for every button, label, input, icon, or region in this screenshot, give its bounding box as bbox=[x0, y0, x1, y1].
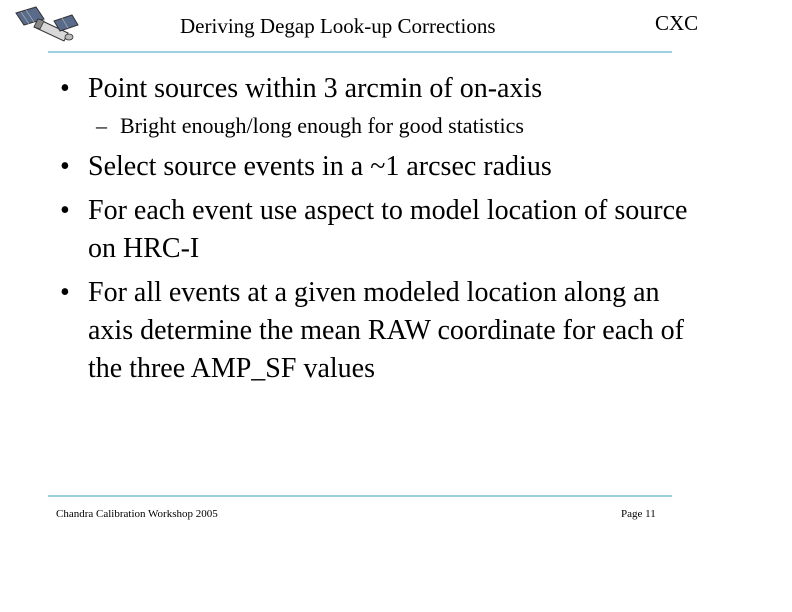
page-number: Page 11 bbox=[621, 508, 656, 520]
bullet-marker: • bbox=[60, 151, 70, 182]
bullet-text: For each event use aspect to model location of source on HRC-I bbox=[88, 195, 688, 264]
bullet-list bbox=[60, 70, 700, 394]
bullet-text: Select source events in a ~1 arcsec radius bbox=[88, 151, 552, 182]
sub-bullet-item bbox=[60, 112, 700, 140]
bullet-marker: • bbox=[60, 195, 70, 226]
bullet-item bbox=[60, 192, 700, 268]
bullet-item bbox=[60, 148, 700, 186]
footer-divider bbox=[48, 495, 672, 497]
bullet-marker: • bbox=[60, 277, 70, 308]
footer-workshop: Chandra Calibration Workshop 2005 bbox=[56, 508, 218, 520]
org-label: CXC bbox=[655, 11, 699, 35]
sub-bullet-marker: – bbox=[96, 113, 107, 138]
header-divider bbox=[48, 51, 672, 53]
satellite-icon bbox=[14, 5, 82, 43]
bullet-text: Point sources within 3 arcmin of on-axis bbox=[88, 73, 543, 104]
bullet-item bbox=[60, 274, 700, 388]
slide-title: Deriving Degap Look-up Corrections bbox=[180, 14, 496, 38]
bullet-item bbox=[60, 70, 700, 108]
bullet-marker: • bbox=[60, 73, 70, 104]
sub-bullet-text: Bright enough/long enough for good statistics bbox=[120, 113, 524, 138]
bullet-text: For all events at a given modeled location along an axis determine the mean RAW coordinate for each of the three AMP_SF values bbox=[88, 277, 684, 384]
